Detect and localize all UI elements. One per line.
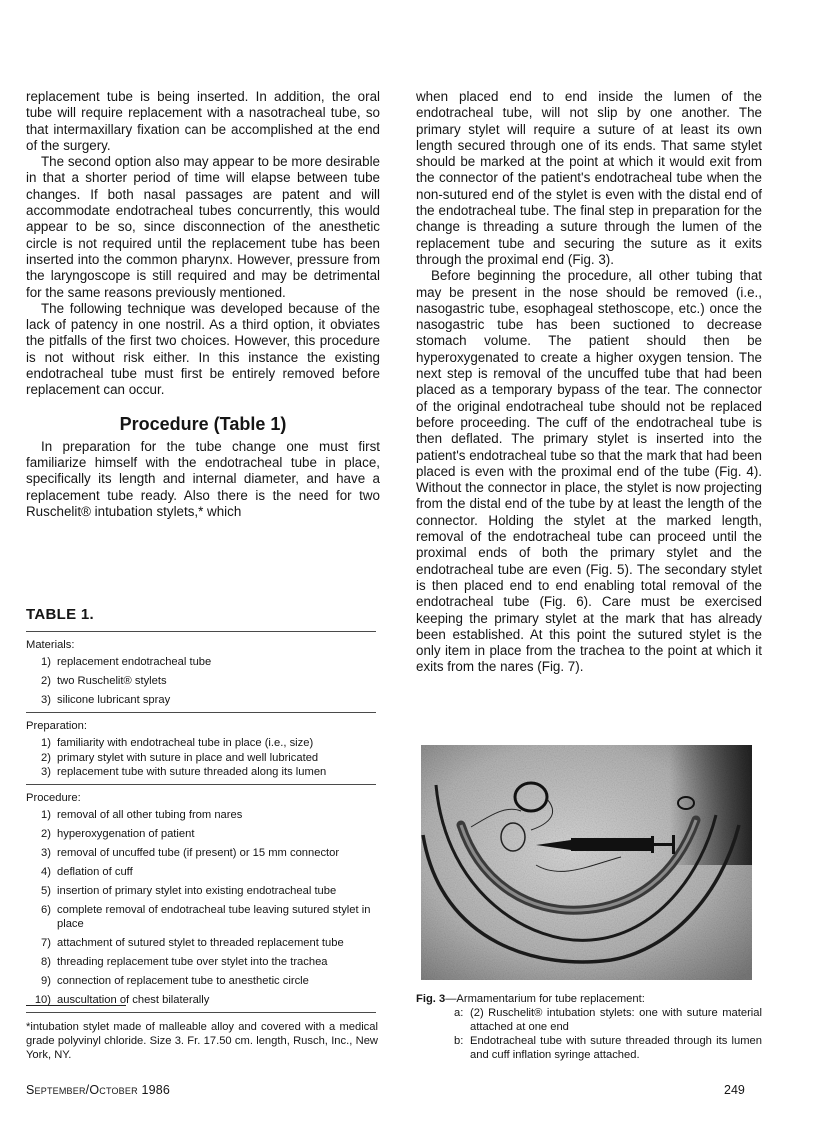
list-item <box>26 765 376 779</box>
footnote: *intubation stylet made of malleable alloy and covered with a medical grade polyvinyl chloride. Size 3. Fr. 17.50 cm. length, Rusch, Inc., New York, NY. <box>26 1021 378 1061</box>
item-number: 7) <box>41 937 51 949</box>
table-group-title: Preparation: <box>26 720 87 732</box>
table-rule <box>26 1012 376 1013</box>
footnote-rule <box>26 1005 126 1006</box>
table-1 <box>26 606 376 1013</box>
caption-label: Fig. 3 <box>416 993 446 1005</box>
materials-list <box>26 655 376 707</box>
item-text: insertion of primary stylet into existing endotracheal tube <box>57 885 337 897</box>
caption-item <box>454 1006 762 1034</box>
item-text: two Ruschelit® stylets <box>57 675 167 687</box>
item-number: 3) <box>41 766 51 778</box>
figure-caption <box>416 992 762 1062</box>
table-group-title: Materials: <box>26 639 75 651</box>
item-number: 5) <box>41 885 51 897</box>
list-item <box>26 827 376 841</box>
item-text: familiarity with endotracheal tube in place (i.e., size) <box>57 737 314 749</box>
list-item <box>26 655 376 669</box>
item-number: 10) <box>34 994 51 1006</box>
item-number: 8) <box>41 956 51 968</box>
item-text: threading replacement tube over stylet into the trachea <box>57 956 328 968</box>
page-number: 249 <box>724 1083 745 1097</box>
item-number: 1) <box>41 656 51 668</box>
item-text: hyperoxygenation of patient <box>57 828 195 840</box>
preparation-list <box>26 736 376 779</box>
caption-item-text: Endotracheal tube with suture threaded through its lumen and cuff inflation syringe attached. <box>470 1035 762 1061</box>
table-rule <box>26 631 376 632</box>
list-item <box>26 846 376 860</box>
issue-date: September/October 1986 <box>26 1083 171 1097</box>
table-title: TABLE 1. <box>26 606 94 623</box>
item-number: 4) <box>41 866 51 878</box>
list-item <box>26 865 376 879</box>
body-paragraph: In preparation for the tube change one must first familiarize himself with the endotracheal tube in place, specifically its length and internal diameter, and have a replacement tube ready. Also there is the need for two Ruschelit® intubation stylets,* which <box>26 438 380 519</box>
list-item <box>26 751 376 765</box>
item-text: complete removal of endotracheal tube leaving sutured stylet in place <box>57 904 371 930</box>
list-item <box>26 884 376 898</box>
list-item <box>26 693 376 707</box>
item-text: removal of uncuffed tube (if present) or 15 mm connector <box>57 847 340 859</box>
body-paragraph: when placed end to end inside the lumen of the endotracheal tube, will not slip by one another. The primary stylet will require a suture of at least its own length secured through one of its ends. That same stylet should be marked at the point at which it would exit from the connector of the patient's endotracheal tube when the non-sutured end of the stylet is even with the distal end of the endotracheal tube. The final step in preparation for the change is threading a suture through the lumen of the replacement tube and securing the suture as it exits through the proximal end (Fig. 3). <box>416 89 762 267</box>
list-item <box>26 955 376 969</box>
item-text: silicone lubricant spray <box>57 694 171 706</box>
left-column <box>26 89 380 520</box>
caption-title-text: —Armamentarium for tube replacement: <box>445 993 645 1005</box>
item-number: 6) <box>41 904 51 916</box>
item-number: 3) <box>41 847 51 859</box>
item-text: attachment of sutured stylet to threaded replacement tube <box>57 937 344 949</box>
table-rule <box>26 784 376 785</box>
item-text: connection of replacement tube to anesthetic circle <box>57 975 309 987</box>
list-item <box>26 736 376 750</box>
list-item <box>26 974 376 988</box>
item-text: deflation of cuff <box>57 866 133 878</box>
item-text: primary stylet with suture in place and well lubricated <box>57 751 319 764</box>
right-column <box>416 89 762 676</box>
item-number: 2) <box>41 675 51 687</box>
item-text: replacement endotracheal tube <box>57 656 212 668</box>
body-paragraph: The second option also may appear to be more desirable in that a shorter period of time will elapse between tube changes. If both nasal passages are patent and will accommodate endotracheal tubes concurrently, this would appear to be so, since disconnection of the anesthetic circle is not required until the replacement tube has been inserted into the common pharynx. However, pressure from the laryngoscope is still required and may be detrimental for the same reasons previously mentioned. <box>26 154 380 300</box>
item-text: removal of all other tubing from nares <box>57 809 243 821</box>
item-text: replacement tube with suture threaded along its lumen <box>57 766 327 778</box>
item-number: 2) <box>41 828 51 840</box>
item-text: auscultation of chest bilaterally <box>57 994 210 1006</box>
table-rule <box>26 712 376 713</box>
figure-3-photo <box>421 745 752 980</box>
list-item <box>26 936 376 950</box>
caption-item-key: a: <box>454 1007 464 1019</box>
item-number: 2) <box>41 751 51 764</box>
list-item <box>26 903 376 931</box>
item-number: 3) <box>41 694 51 706</box>
caption-item-key: b: <box>454 1035 464 1047</box>
body-paragraph: Before beginning the procedure, all other tubing that may be present in the nose should be removed (i.e., nasogastric tube, esophageal stethoscope, etc.) once the nasogastric tube has been suctioned to decrease stomach volume. The patient should then be hyperoxygenated to create a higher oxygen tension. The next step is removal of the uncuffed tube that had been placed as a temporary bypass of the tear. The connector of the original endotracheal tube should not be replaced before proceeding. The cuff of the endotracheal tube is then deflated. The primary stylet is inserted into the patient's endotracheal tube so that the mark that had been placed is even with the proximal end of the tube (Fig. 4). Without the connector in place, the stylet is now projecting from the distal end of the tube by at least the length of the connector. Holding the stylet at the marked length, removal of the endotracheal tube can proceed until the proximal ends of both the primary stylet and the endotracheal tube are even (Fig. 5). The secondary stylet is then placed end to end enabling total removal of the endotracheal tube (Fig. 6). Care must be exercised keeping the primary stylet at the mark that has already been established. At this point the sutured stylet is the only item in place from the trachea to the point at which it exits from the nares (Fig. 7). <box>416 268 762 675</box>
caption-item-text: (2) Ruschelit® intubation stylets: one with suture material attached at one end <box>470 1007 762 1033</box>
item-number: 1) <box>41 737 51 749</box>
list-item <box>26 808 376 822</box>
list-item <box>26 674 376 688</box>
body-paragraph: The following technique was developed because of the lack of patency in one nostril. As a third option, it obviates the pitfalls of the first two choices. However, this procedure is not without risk either. In this instance the existing endotracheal tube must first be entirely removed before replacement can occur. <box>26 300 380 398</box>
procedure-list <box>26 808 376 1007</box>
item-number: 1) <box>41 809 51 821</box>
armamentarium-photo <box>421 745 752 980</box>
table-group-title: Procedure: <box>26 792 81 804</box>
syringe-barrel <box>571 838 651 851</box>
body-paragraph: replacement tube is being inserted. In addition, the oral tube will require replacement with a nasotracheal tube, so that intermaxillary fixation can be accomplished at the end of the surgery. <box>26 89 380 153</box>
section-heading: Procedure (Table 1) <box>119 413 287 434</box>
item-number: 9) <box>41 975 51 987</box>
caption-title <box>416 992 762 1006</box>
caption-item <box>454 1034 762 1062</box>
